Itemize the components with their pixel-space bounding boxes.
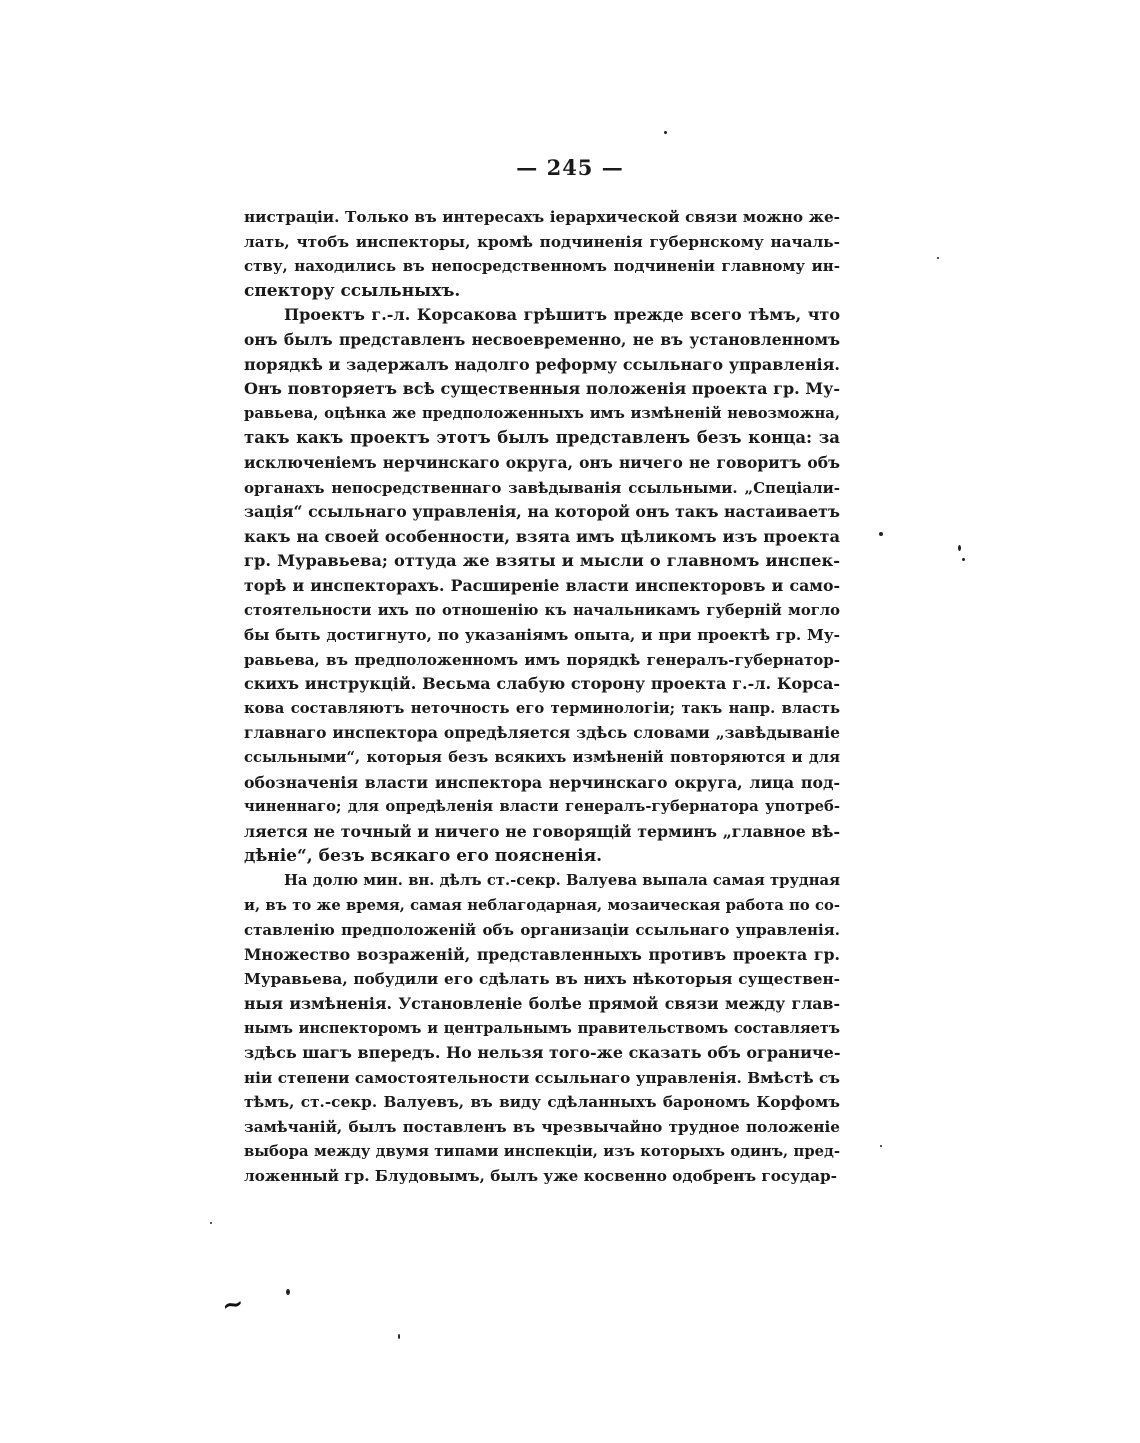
text-line: торѣ и инспекторахъ. Расширенiе власти инспекторовъ и само-	[244, 575, 840, 595]
text-line: ляется не точный и ничего не говорящiй терминъ „главное вѣ-	[244, 821, 840, 841]
scan-speck	[286, 1289, 290, 1295]
text-line: порядкѣ и задержалъ надолго реформу ссыльнаго управленiя.	[244, 354, 840, 374]
scan-speck	[664, 131, 667, 134]
text-line: выбора между двумя типами инспекцiи, изъ которыхъ одинъ, пред-	[244, 1142, 840, 1160]
text-line: нiи степени самостоятельности ссыльнаго управленiя. Вмѣстѣ съ	[244, 1068, 840, 1087]
text-line: исключенiемъ нерчинскаго округа, онъ ничего не говоритъ объ	[244, 452, 840, 472]
scan-speck	[937, 257, 939, 259]
text-line: спектору ссыльныхъ.	[244, 280, 461, 301]
handwritten-mark: ~	[219, 1288, 247, 1322]
scan-speck	[962, 558, 965, 561]
paragraph	[244, 303, 840, 869]
scan-speck	[210, 1222, 212, 1224]
text-line: органахъ непосредственнаго завѣдыванiя ссыльными. „Спецiали-	[244, 478, 840, 497]
text-line: ныя измѣненiя. Установленiе болѣе прямой связи между глав-	[244, 994, 840, 1013]
text-line: и, въ то же время, самая неблагодарная, мозаическая работа по со-	[244, 896, 840, 914]
text-line: такъ какъ проектъ этотъ былъ представленъ безъ конца: за	[244, 428, 840, 448]
text-line: чиненнаго; для опредѣленiя власти генералъ-губернатора употреб-	[244, 798, 840, 816]
text-line: стоятельности ихъ по отношенiю къ начальникамъ губернiй могло	[244, 601, 840, 619]
text-line: онъ былъ представленъ несвоевременно, не въ установленномъ	[244, 329, 840, 349]
text-line: Онъ повторяетъ всѣ существенныя положенiя проекта гр. Му-	[244, 379, 840, 399]
text-line: замѣчанiй, былъ поставленъ въ чрезвычайно трудное положенiе	[244, 1117, 840, 1136]
scan-speck	[398, 1334, 400, 1339]
text-line: кова составляютъ неточность его терминологiи; такъ напр. власть	[244, 699, 840, 717]
page-number: — 245 —	[516, 155, 624, 180]
text-line: равьева, оцѣнка же предположенныхъ имъ измѣненiй невозможна,	[244, 404, 840, 422]
text-line: бы быть достигнуто, по указанiямъ опыта, и при проектѣ гр. Му-	[244, 626, 840, 645]
text-line: тѣмъ, ст.-секр. Валуевъ, въ виду сдѣланныхъ барономъ Корфомъ	[244, 1093, 840, 1112]
text-line: здѣсь шагъ впередъ. Но нельзя того-же сказать объ ограниче-	[244, 1043, 840, 1063]
text-line: зацiя“ ссыльнаго управленiя, на которой онъ такъ настаиваетъ	[244, 502, 840, 522]
text-block	[244, 205, 840, 1189]
text-line: какъ на своей особенности, взята имъ цѣликомъ изъ проекта	[244, 526, 840, 546]
text-line: дѣнiе“, безъ всякаго его поясненiя.	[244, 846, 603, 867]
text-line: нистрацiи. Только въ интересахъ iерархической связи можно же-	[244, 208, 840, 226]
text-line: равьева, въ предположенномъ имъ порядкѣ генералъ-губернатор-	[244, 650, 840, 669]
text-line: ставленiю предположенiй объ организацiи ссыльнаго управленiя.	[244, 921, 840, 940]
scan-speck	[958, 545, 961, 551]
text-line: лать, чтобъ инспекторы, кромѣ подчиненiя губернскому началь-	[244, 232, 840, 251]
text-line: Проектъ г.-л. Корсакова грѣшитъ прежде всего тѣмъ, что	[284, 305, 840, 325]
text-line: нымъ инспекторомъ и центральнымъ правительствомъ составляетъ	[244, 1019, 840, 1037]
text-line: ложенный гр. Блудовымъ, былъ уже косвенно одобренъ государ-	[244, 1167, 837, 1186]
text-line: ссыльными“, которыя безъ всякихъ измѣненiй повторяются и для	[244, 749, 840, 767]
scan-speck	[879, 532, 883, 536]
text-line: скихъ инструкцiй. Весьма слабую сторону проекта г.-л. Корса-	[244, 674, 840, 694]
text-line: обозначенiя власти инспектора нерчинскаго округа, лица под-	[244, 772, 840, 792]
paragraph	[244, 205, 840, 303]
text-line: гр. Муравьева; оттуда же взяты и мысли о главномъ инспек-	[244, 551, 840, 571]
text-line: главнаго инспектора опредѣляется здѣсь словами „завѣдыванiе	[244, 723, 840, 743]
text-line: Множество возраженiй, представленныхъ противъ проекта гр.	[244, 944, 840, 964]
text-line: Муравьева, побудили его сдѣлать въ нихъ нѣкоторыя существен-	[244, 970, 840, 989]
text-line: ству, находились въ непосредственномъ подчиненiи главному ин-	[244, 257, 840, 276]
text-line: На долю мин. вн. дѣлъ ст.-секр. Валуева выпала самая трудная	[284, 872, 840, 890]
scan-speck	[880, 1145, 882, 1147]
paragraph	[244, 869, 840, 1189]
